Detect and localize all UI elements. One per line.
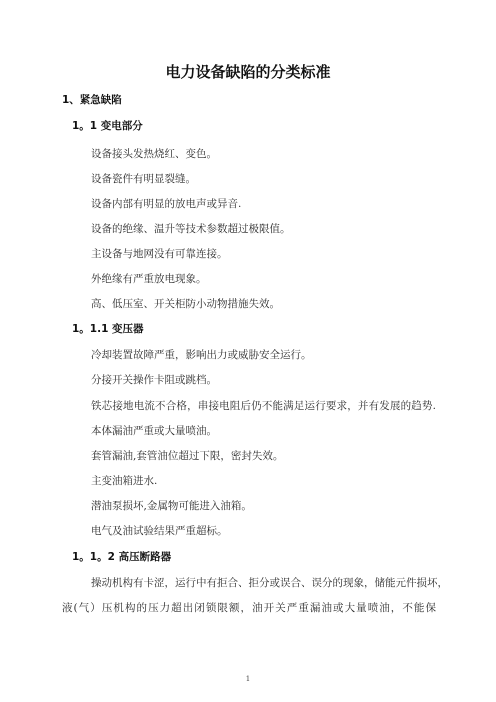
list-item: 设备接头发热烧红、变色。 (91, 148, 217, 160)
subsection-heading-substation: 1。1 变电部分 (72, 120, 143, 132)
list-item: 设备瓷件有明显裂缝。 (91, 173, 196, 185)
list-item: 主变油箱进水. (91, 475, 158, 487)
list-item: 潜油泵损坏,金属物可能进入油箱。 (91, 500, 252, 512)
list-item: 主设备与地网没有可靠连接。 (91, 248, 228, 260)
list-item: 套管漏油,套管油位超过下限，密封失效。 (91, 450, 284, 462)
paragraph-line: 液(气）压机构的压力超出闭锁限额，油开关严重漏油或大量喷油，不能保 (62, 602, 436, 614)
list-item: 本体漏油严重或大量喷油。 (91, 425, 217, 437)
list-item: 分接开关操作卡阻或跳档。 (91, 374, 217, 386)
list-item: 电气及油试验结果严重超标。 (91, 525, 228, 537)
list-item: 高、低压室、开关柜防小动物措施失效。 (91, 298, 280, 310)
section-heading-urgent-defects: 1、紧急缺陷 (62, 94, 122, 106)
document-title: 电力设备缺陷的分类标准 (165, 63, 331, 81)
subsection-heading-transformer: 1。1.1 变压器 (72, 323, 144, 335)
subsection-heading-circuit-breaker: 1。1。2 高压断路器 (72, 551, 172, 563)
list-item: 铁芯接地电流不合格，串接电阻后仍不能满足运行要求，并有发展的趋势. (91, 400, 436, 412)
list-item: 冷却装置故障严重，影响出力或威胁安全运行。 (91, 349, 312, 361)
page-number: 1 (245, 675, 251, 683)
list-item: 外绝缘有严重放电现象。 (91, 273, 207, 285)
paragraph-line: 操动机构有卡涩，运行中有拒合、拒分或误合、误分的现象，储能元件损坏， (91, 577, 448, 589)
list-item: 设备内部有明显的放电声或异音. (91, 198, 242, 210)
list-item: 设备的绝缘、温升等技术参数超过极限值。 (91, 223, 291, 235)
